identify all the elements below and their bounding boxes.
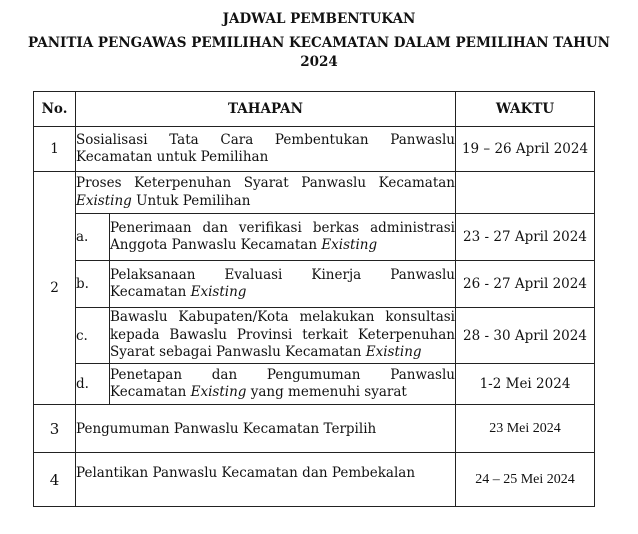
row-tahapan: Pengumuman Panwaslu Kecamatan Terpilih [76, 405, 456, 453]
row-waktu: 23 Mei 2024 [456, 405, 595, 453]
subitem-letter: d. [76, 364, 110, 405]
document-title-line-3: 2024 [300, 54, 338, 70]
row-number: 1 [34, 127, 76, 172]
row-waktu-empty [456, 172, 595, 214]
document-title-line-2: PANITIA PENGAWAS PEMILIHAN KECAMATAN DALAM PEMILIHAN TAHUN [28, 35, 610, 51]
subitem-text: Penetapan dan Pengumuman Panwaslu Kecamatan Existing yang memenuhi syarat [110, 364, 456, 405]
table-row [34, 127, 595, 172]
table-subrow [34, 364, 595, 405]
table-row [34, 453, 595, 507]
schedule-table [33, 91, 595, 507]
table-row [34, 405, 595, 453]
header-waktu: WAKTU [456, 92, 595, 127]
subitem-waktu: 28 - 30 April 2024 [456, 308, 595, 364]
table-subrow [34, 308, 595, 364]
subitem-letter: c. [76, 308, 110, 364]
row-number: 3 [34, 405, 76, 453]
row-waktu: 19 – 26 April 2024 [456, 127, 595, 172]
table-subrow [34, 214, 595, 261]
subitem-waktu: 1-2 Mei 2024 [456, 364, 595, 405]
header-no: No. [34, 92, 76, 127]
subitem-letter: b. [76, 261, 110, 308]
table-row [34, 172, 595, 214]
header-tahapan: TAHAPAN [76, 92, 456, 127]
subitem-text: Penerimaan dan verifikasi berkas administrasi Anggota Panwaslu Kecamatan Existing [110, 214, 456, 261]
subitem-text: Pelaksanaan Evaluasi Kinerja Panwaslu Kecamatan Existing [110, 261, 456, 308]
row-tahapan: Pelantikan Panwaslu Kecamatan dan Pembekalan [76, 453, 456, 507]
subitem-text: Bawaslu Kabupaten/Kota melakukan konsultasi kepada Bawaslu Provinsi terkait Keterpenuhan Syarat sebagai Panwaslu Kecamatan Existing [110, 308, 456, 364]
document-title-line-1: JADWAL PEMBENTUKAN [222, 11, 416, 27]
row-tahapan: Sosialisasi Tata Cara Pembentukan Panwaslu Kecamatan untuk Pemilihan [76, 127, 456, 172]
subitem-waktu: 26 - 27 April 2024 [456, 261, 595, 308]
subitem-letter: a. [76, 214, 110, 261]
table-subrow [34, 261, 595, 308]
subitem-waktu: 23 - 27 April 2024 [456, 214, 595, 261]
row-number: 2 [34, 172, 76, 405]
row-waktu: 24 – 25 Mei 2024 [456, 453, 595, 507]
row-tahapan: Proses Keterpenuhan Syarat Panwaslu Kecamatan Existing Untuk Pemilihan [76, 172, 456, 214]
row-number: 4 [34, 453, 76, 507]
table-header-row [34, 92, 595, 127]
